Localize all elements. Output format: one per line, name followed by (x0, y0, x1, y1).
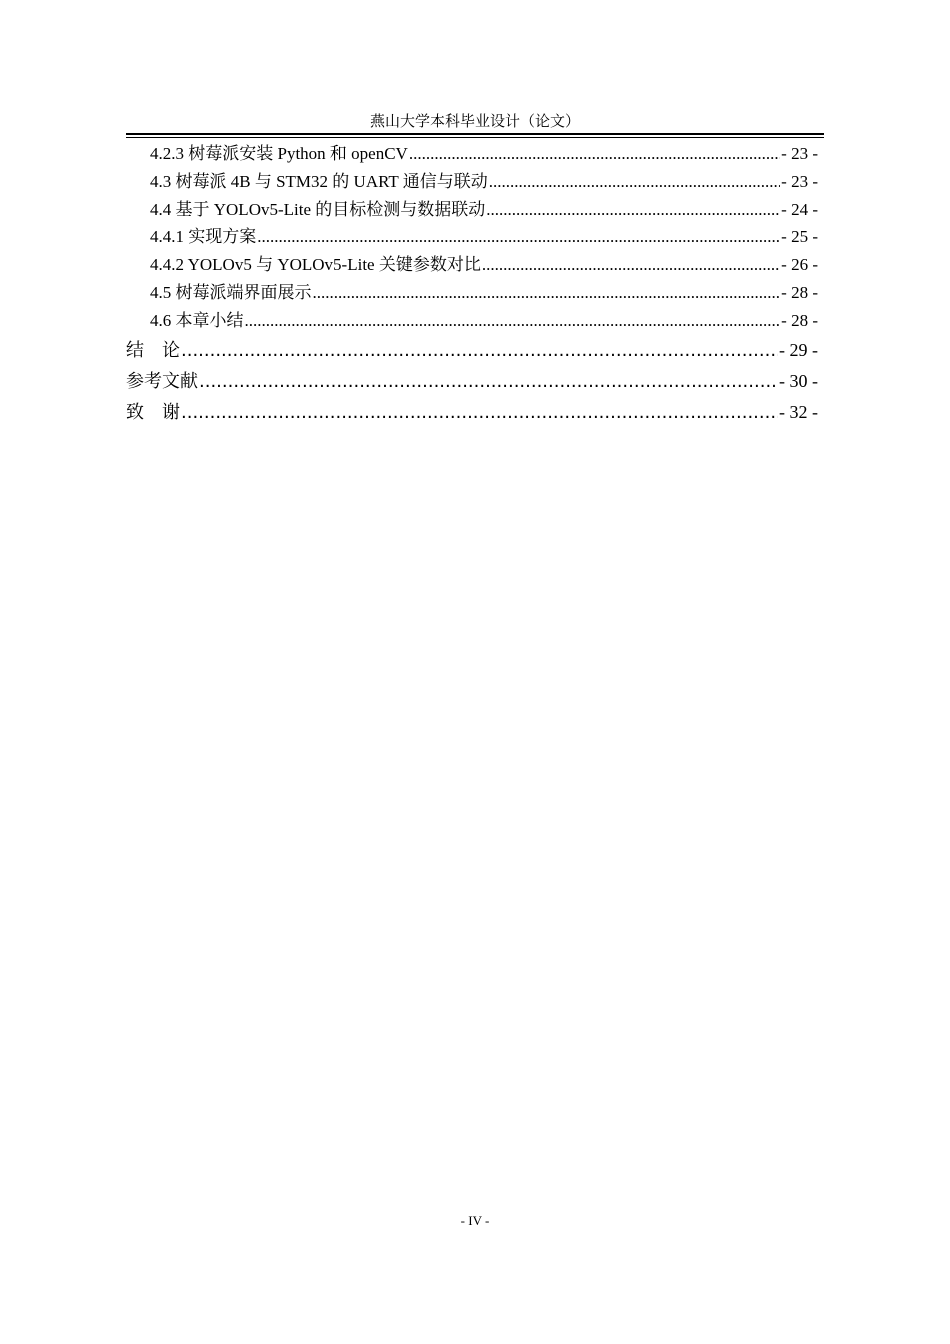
toc-dot-leader (245, 307, 781, 335)
toc-entry-4-4[interactable] (126, 196, 818, 224)
toc-entry-conclusion[interactable] (126, 335, 818, 366)
toc-entry-4-6[interactable] (126, 307, 818, 335)
toc-entry-page: - 28 - (781, 282, 818, 302)
toc-entry-page: - 25 - (781, 227, 818, 247)
toc-entry-title: 4.4.1 实现方案 (150, 227, 257, 247)
toc-entry-4-2-3[interactable] (126, 140, 818, 168)
toc-entry-title: 4.4 基于 YOLOv5-Lite 的目标检测与数据联动 (150, 199, 486, 219)
toc-entry-acknowledgements[interactable] (126, 397, 818, 428)
toc-entry-4-4-1[interactable] (126, 223, 818, 251)
toc-dot-leader (257, 223, 780, 251)
toc-dot-leader (489, 168, 780, 196)
header-rule-thin (126, 137, 824, 138)
toc-entry-title: 4.6 本章小结 (150, 310, 244, 330)
toc-entry-4-5[interactable] (126, 279, 818, 307)
toc-entry-page: - 26 - (781, 255, 818, 275)
toc-entry-page: - 29 - (779, 339, 818, 360)
toc-entry-title: 4.5 树莓派端界面展示 (150, 282, 312, 302)
toc-dot-leader (313, 279, 781, 307)
toc-dot-leader (181, 397, 778, 428)
toc-entry-title: 参考文献 (126, 370, 198, 392)
toc-entry-title: 致 谢 (126, 401, 180, 423)
toc-entry-page: - 23 - (781, 144, 818, 163)
toc-entry-page: - 23 - (781, 171, 818, 191)
toc-dot-leader (181, 335, 778, 366)
page-header-title: 燕山大学本科毕业设计（论文） (369, 114, 580, 130)
header-rule-thick (126, 133, 824, 135)
toc-dot-leader (199, 366, 778, 397)
toc-entry-4-4-2[interactable] (126, 251, 818, 279)
table-of-contents (126, 140, 818, 428)
toc-entry-page: - 28 - (781, 310, 818, 330)
toc-entry-page: - 30 - (779, 370, 818, 391)
page-number: - IV - (460, 1213, 490, 1228)
toc-entry-4-3[interactable] (126, 168, 818, 196)
toc-entry-page: - 24 - (781, 199, 818, 219)
toc-entry-page: - 32 - (779, 401, 818, 422)
toc-entry-title: 4.3 树莓派 4B 与 STM32 的 UART 通信与联动 (150, 171, 488, 191)
toc-dot-leader (409, 140, 780, 168)
toc-entry-title: 结 论 (126, 339, 180, 361)
toc-entry-title: 4.2.3 树莓派安装 Python 和 openCV (150, 144, 408, 163)
toc-entry-references[interactable] (126, 366, 818, 397)
toc-entry-title: 4.4.2 YOLOv5 与 YOLOv5-Lite 关键参数对比 (150, 255, 481, 275)
toc-dot-leader (482, 251, 780, 279)
toc-dot-leader (486, 196, 780, 224)
